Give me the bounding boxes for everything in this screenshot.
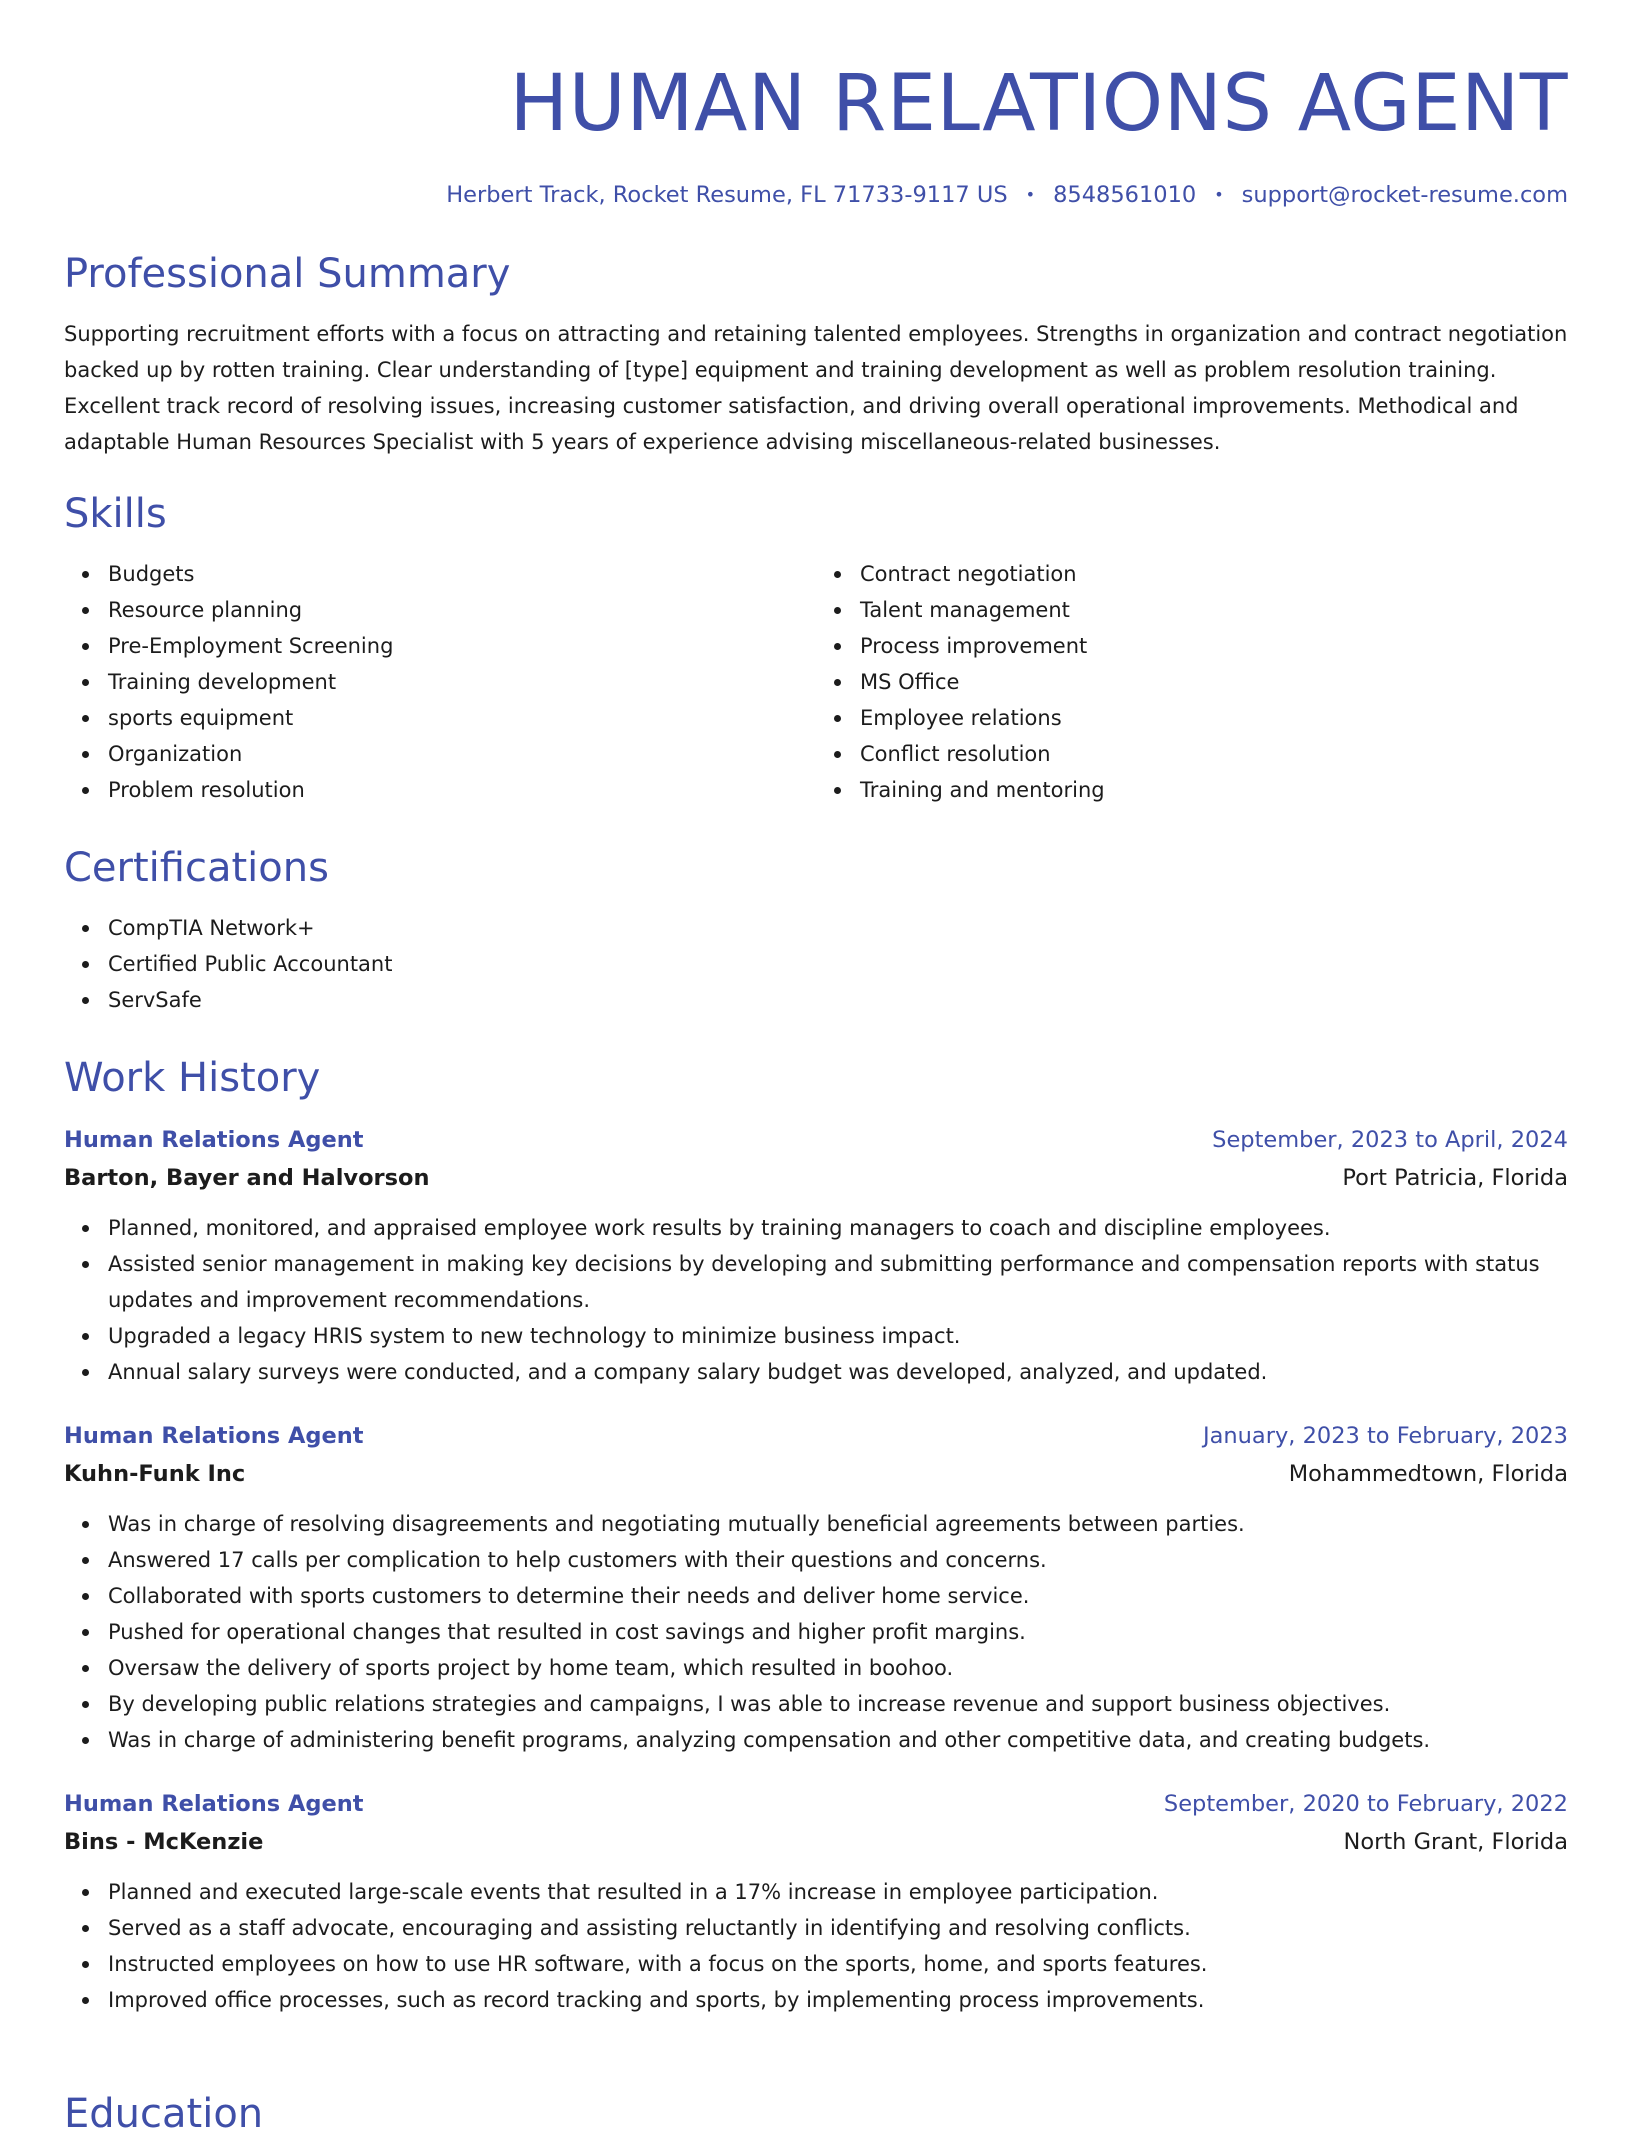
skill-item: Process improvement [860,628,1568,664]
skill-item: Problem resolution [108,772,816,808]
skill-item: Organization [108,736,816,772]
job-role: Human Relations Agent [64,1127,364,1153]
skill-item: sports equipment [108,700,816,736]
skills-column-right [816,556,1568,808]
skill-item: Training development [108,664,816,700]
job-location: North Grant, Florida [1343,1829,1568,1855]
job-bullet: Improved office processes, such as record tracking and sports, by implementing process improvements. [108,1982,1568,2018]
job-bullet: Planned and executed large-scale events that resulted in a 17% increase in employee participation. [108,1874,1568,1910]
job-company: Bins - McKenzie [64,1829,264,1855]
certification-item: CompTIA Network+ [108,910,1568,946]
job-company: Kuhn-Funk Inc [64,1461,246,1487]
job-bullet: Was in charge of administering benefit programs, analyzing compensation and other competitive data, and creating budgets. [108,1722,1568,1758]
job-bullet: Assisted senior management in making key decisions by developing and submitting performance and compensation reports with status updates and improvement recommendations. [108,1246,1568,1318]
job-company-row [64,1822,1568,1862]
job-bullet: Instructed employees on how to use HR software, with a focus on the sports, home, and sports features. [108,1946,1568,1982]
job-entry [64,1786,1568,2018]
job-header-row [64,1122,1568,1158]
contact-email[interactable]: support@rocket-resume.com [1241,182,1568,208]
contact-separator: • [1025,185,1036,204]
job-dates: September, 2023 to April, 2024 [1212,1127,1568,1153]
skill-item: Training and mentoring [860,772,1568,808]
job-bullets [64,1210,1568,1390]
job-entry [64,1418,1568,1758]
skill-item: MS Office [860,664,1568,700]
education-heading: Education [64,2091,264,2137]
summary-text: Supporting recruitment efforts with a focus on attracting and retaining talented employees. Strengths in organization and contract negotiation backed up by rotten training. Clear understanding of [type] equipment and training development as well as problem resolution training. Excellent track record of resolving issues, increasing customer satisfaction, and driving overall operational improvements. Methodical and adaptable Human Resources Specialist with 5 years of experience advising miscellaneous-related businesses. [64,322,1568,454]
job-company-row [64,1158,1568,1198]
job-entry [64,1122,1568,1390]
skill-item: Talent management [860,592,1568,628]
job-bullet: Pushed for operational changes that resulted in cost savings and higher profit margins. [108,1614,1568,1650]
skill-item: Employee relations [860,700,1568,736]
job-header-row [64,1786,1568,1822]
skill-item: Pre-Employment Screening [108,628,816,664]
skills-heading: Skills [64,491,167,537]
job-bullet: Planned, monitored, and appraised employee work results by training managers to coach and discipline employees. [108,1210,1568,1246]
contact-line [64,178,1568,212]
certification-item: ServSafe [108,982,1568,1018]
job-dates: January, 2023 to February, 2023 [1202,1423,1568,1449]
job-bullets [64,1874,1568,2018]
job-bullet: Served as a staff advocate, encouraging and assisting reluctantly in identifying and resolving conflicts. [108,1910,1568,1946]
job-bullet: Annual salary surveys were conducted, and a company salary budget was developed, analyzed, and updated. [108,1354,1568,1390]
job-bullet: Collaborated with sports customers to determine their needs and deliver home service. [108,1578,1568,1614]
contact-address: Herbert Track, Rocket Resume, FL 71733-9117 US [446,182,1008,208]
candidate-title: HUMAN RELATIONS AGENT [509,59,1568,149]
skills-column-left [64,556,816,808]
work-history-heading: Work History [64,1055,321,1101]
certifications-heading: Certifications [64,845,329,891]
skills-list [64,556,1568,808]
job-company-row [64,1454,1568,1494]
job-bullets [64,1506,1568,1758]
job-bullet: Was in charge of resolving disagreements and negotiating mutually beneficial agreements between parties. [108,1506,1568,1542]
job-bullet: By developing public relations strategies and campaigns, I was able to increase revenue and support business objectives. [108,1686,1568,1722]
job-company: Barton, Bayer and Halvorson [64,1165,430,1191]
contact-phone[interactable]: 8548561010 [1053,182,1197,208]
job-role: Human Relations Agent [64,1423,364,1449]
skill-item: Budgets [108,556,816,592]
skill-item: Contract negotiation [860,556,1568,592]
job-bullet: Answered 17 calls per complication to help customers with their questions and concerns. [108,1542,1568,1578]
contact-separator: • [1214,185,1224,204]
skill-item: Resource planning [108,592,816,628]
job-dates: September, 2020 to February, 2022 [1163,1791,1568,1817]
job-location: Mohammedtown, Florida [1288,1461,1568,1487]
summary-heading: Professional Summary [64,251,511,297]
certifications-list [64,910,1568,1018]
job-location: Port Patricia, Florida [1342,1165,1568,1191]
certification-item: Certified Public Accountant [108,946,1568,982]
resume-page [64,0,1568,2018]
job-bullet: Upgraded a legacy HRIS system to new technology to minimize business impact. [108,1318,1568,1354]
job-header-row [64,1418,1568,1454]
job-role: Human Relations Agent [64,1791,364,1817]
job-bullet: Oversaw the delivery of sports project by home team, which resulted in boohoo. [108,1650,1568,1686]
skill-item: Conflict resolution [860,736,1568,772]
